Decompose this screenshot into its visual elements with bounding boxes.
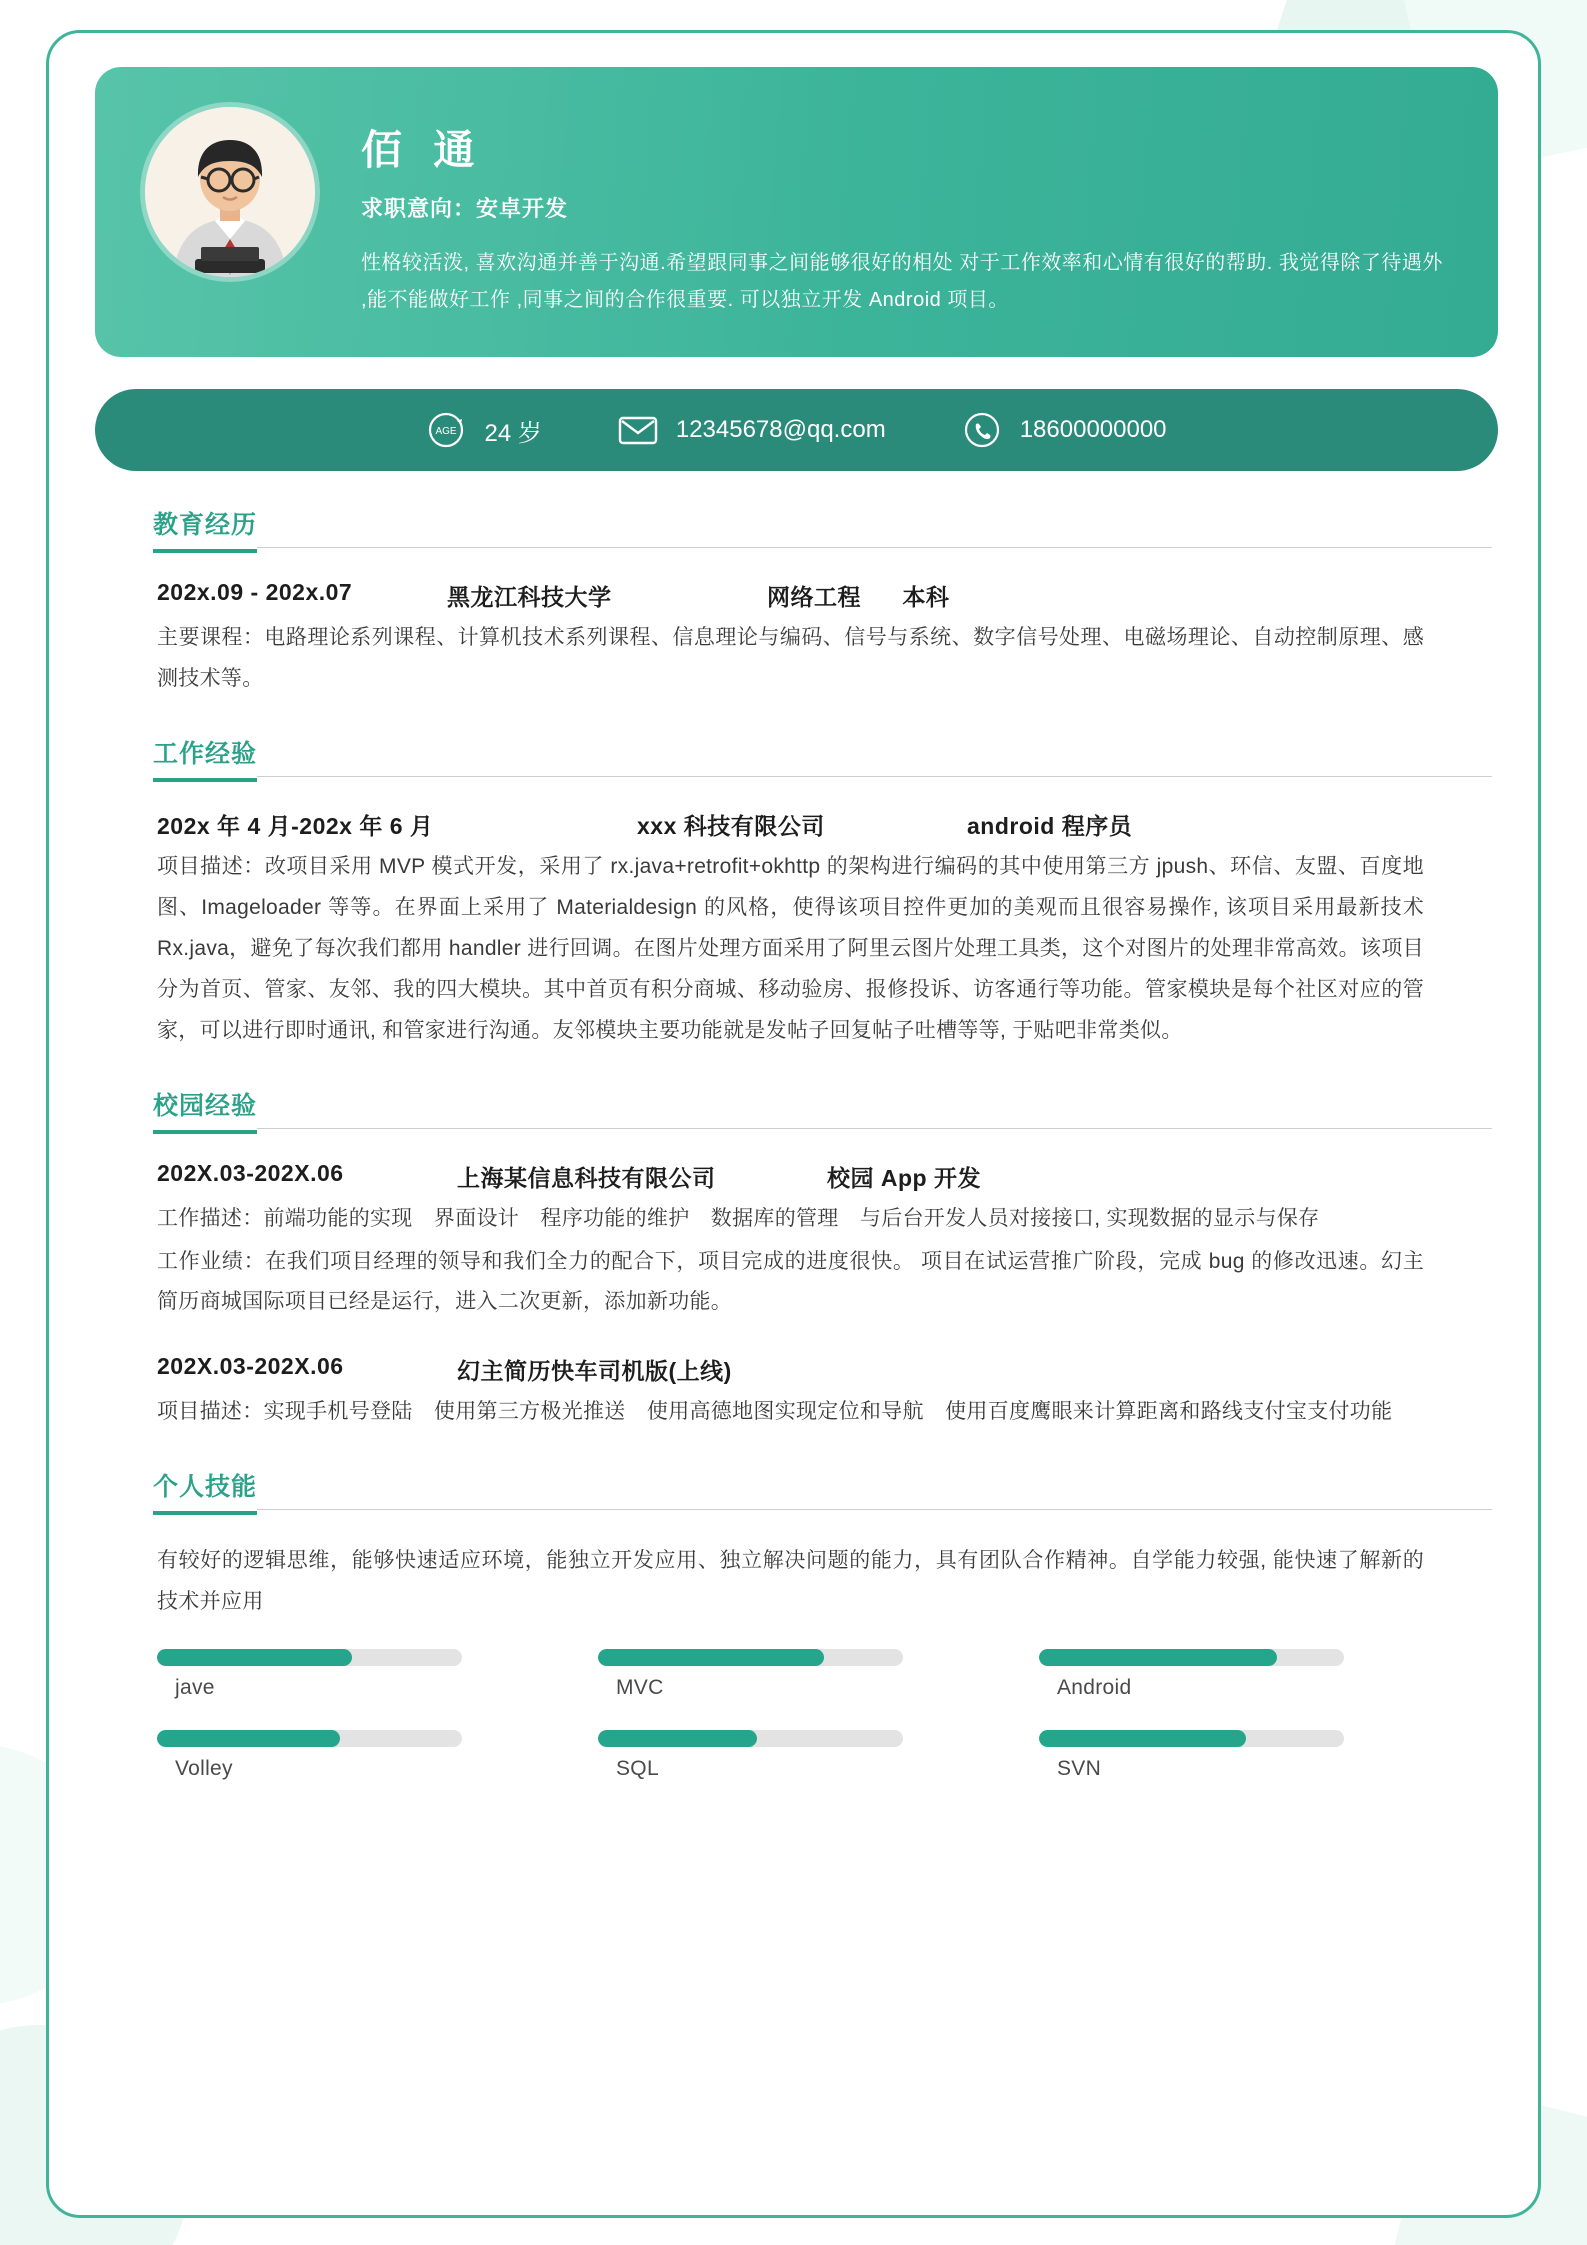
campus-entry-title-2 [157,1353,1424,1386]
section-campus [95,1086,1492,1434]
resume-content [49,33,1538,1837]
section-heading-work [95,734,1492,782]
skill-bar-fill [1039,1730,1246,1747]
person-avatar-icon [145,107,315,277]
work-role: android 程序员 [967,812,1133,839]
contact-value-phone: 18600000000 [1019,416,1167,443]
phone-icon [962,410,1002,450]
education-major-degree [767,579,1424,612]
contact-value-age: 24 岁 [484,419,542,447]
skill-item [1039,1649,1424,1700]
section-title-work: 工作经验 [153,734,257,782]
section-education [95,505,1492,700]
skill-label: MVC [616,1676,664,1700]
contact-item-email [618,410,886,450]
divider [257,1128,1492,1129]
skill-label: SQL [616,1757,659,1781]
header-text [361,107,1448,319]
education-entry-title [157,579,1424,612]
education-block [95,579,1492,700]
work-date: 202x 年 4 月-202x 年 6 月 [157,812,434,839]
skill-item [598,1649,983,1700]
skill-bar-track [1039,1649,1344,1666]
skill-item [598,1730,983,1781]
section-title-skills: 个人技能 [153,1467,257,1515]
skills-summary-block [95,1541,1492,1623]
skill-bar-track [157,1730,462,1747]
skill-label: SVN [1057,1757,1102,1781]
campus-company-2: 幻主简历快车司机版(上线) [457,1358,732,1385]
section-work [95,734,1492,1052]
avatar [145,107,315,277]
skill-bar-fill [157,1730,340,1747]
campus-description: 工作描述：前端功能的实现 界面设计 程序功能的维护 数据库的管理 与后台开发人员对接接口, 实现数据的显示与保存 [157,1206,1320,1230]
bottom-spacer [95,1781,1492,1837]
work-description: 项目描述：改项目采用 MVP 模式开发，采用了 rx.java+retrofit+okhttp 的架构进行编码的其中使用第三方 jpush、环信、友盟、百度地图、Imageloader 等等。在界面上采用了 Materialdesign 的风格，使得该项目控件更加的美观而且很容易操作, 该项目采用最新技术 Rx.java，避免了每次我们都用 handler 进行回调。在图片处理方面采用了阿里云图片处理工具类，这个对图片的处理非常高效。该项目分为首页、管家、友邻、我的四大模块。其中首页有积分商城、移动验房、报修投诉、访客通行等功能。管家模块是每个社区对应的管家，可以进行即时通讯, 和管家进行沟通。友邻模块主要功能就是发帖子回复帖子吐槽等等, 于贴吧非常类似。 [157,854,1424,1042]
education-degree: 本科 [902,584,950,610]
section-heading-campus [95,1086,1492,1134]
age-icon [426,410,466,450]
skill-bar-track [1039,1730,1344,1747]
divider [257,547,1492,548]
page-title: 佰 通 [361,127,485,173]
skill-label: Volley [175,1757,233,1781]
resume-frame [46,30,1541,2218]
section-heading-education [95,505,1492,553]
campus-role: 校园 App 开发 [827,1164,981,1191]
contact-item-age [426,410,541,450]
divider [257,776,1492,777]
education-date: 202x.09 - 202x.07 [157,579,353,605]
skill-bar-fill [598,1730,757,1747]
skill-item [1039,1730,1424,1781]
skills-summary: 有较好的逻辑思维，能够快速适应环境，能独立开发应用、独立解决问题的能力，具有团队合作精神。自学能力较强, 能快速了解新的技术并应用 [157,1549,1424,1614]
svg-text:AGE: AGE [435,426,458,437]
skill-bar-fill [598,1649,824,1666]
education-school: 黑龙江科技大学 [447,584,612,610]
skills-grid [95,1649,1492,1781]
work-company: xxx 科技有限公司 [637,812,825,839]
skill-bar-fill [1039,1649,1277,1666]
contact-item-phone [962,410,1167,450]
skill-bar-track [157,1649,462,1666]
section-title-education: 教育经历 [153,505,257,553]
section-skills [95,1467,1492,1837]
contact-bar [95,389,1498,471]
skill-item [157,1649,542,1700]
campus-block-1 [95,1160,1492,1324]
section-title-campus: 校园经验 [153,1086,257,1134]
envelope-icon [618,410,658,450]
work-entry-title [157,808,1424,841]
education-major: 网络工程 [767,584,861,610]
campus-date: 202X.03-202X.06 [157,1159,344,1186]
skill-bar-track [598,1730,903,1747]
campus-company: 上海某信息科技有限公司 [457,1164,716,1191]
contact-value-email: 12345678@qq.com [675,416,886,443]
campus-description-2: 项目描述：实现手机号登陆 使用第三方极光推送 使用高德地图实现定位和导航 使用百度鹰眼来计算距离和路线支付宝支付功能 [157,1400,1393,1424]
skill-bar-fill [157,1649,352,1666]
education-courses: 主要课程：电路理论系列课程、计算机技术系列课程、信息理论与编码、信号与系统、数字信号处理、电磁场理论、自动控制原理、感测技术等。 [157,626,1424,690]
divider [257,1509,1492,1510]
skill-item [157,1730,542,1781]
work-block [95,808,1492,1052]
header-card [95,67,1498,357]
job-intent: 求职意向：安卓开发 [361,196,569,221]
skill-bar-track [598,1649,903,1666]
campus-date-2: 202X.03-202X.06 [157,1353,344,1380]
skill-label: jave [175,1676,215,1700]
campus-achievement: 工作业绩：在我们项目经理的领导和我们全力的配合下，项目完成的进度很快。 项目在试运营推广阶段，完成 bug 的修改迅速。幻主简历商城国际项目已经是运行，进入二次更新，添加新功能。 [157,1249,1424,1314]
section-heading-skills [95,1467,1492,1515]
campus-entry-title [157,1160,1424,1193]
campus-block-2 [95,1353,1492,1433]
self-summary: 性格较活泼, 喜欢沟通并善于沟通.希望跟同事之间能够很好的相处 对于工作效率和心情有很好的帮助. 我觉得除了待遇外 ,能不能做好工作 ,同事之间的合作很重要. 可以独立开发 Android 项目。 [361,252,1443,311]
skill-label: Android [1057,1676,1132,1700]
